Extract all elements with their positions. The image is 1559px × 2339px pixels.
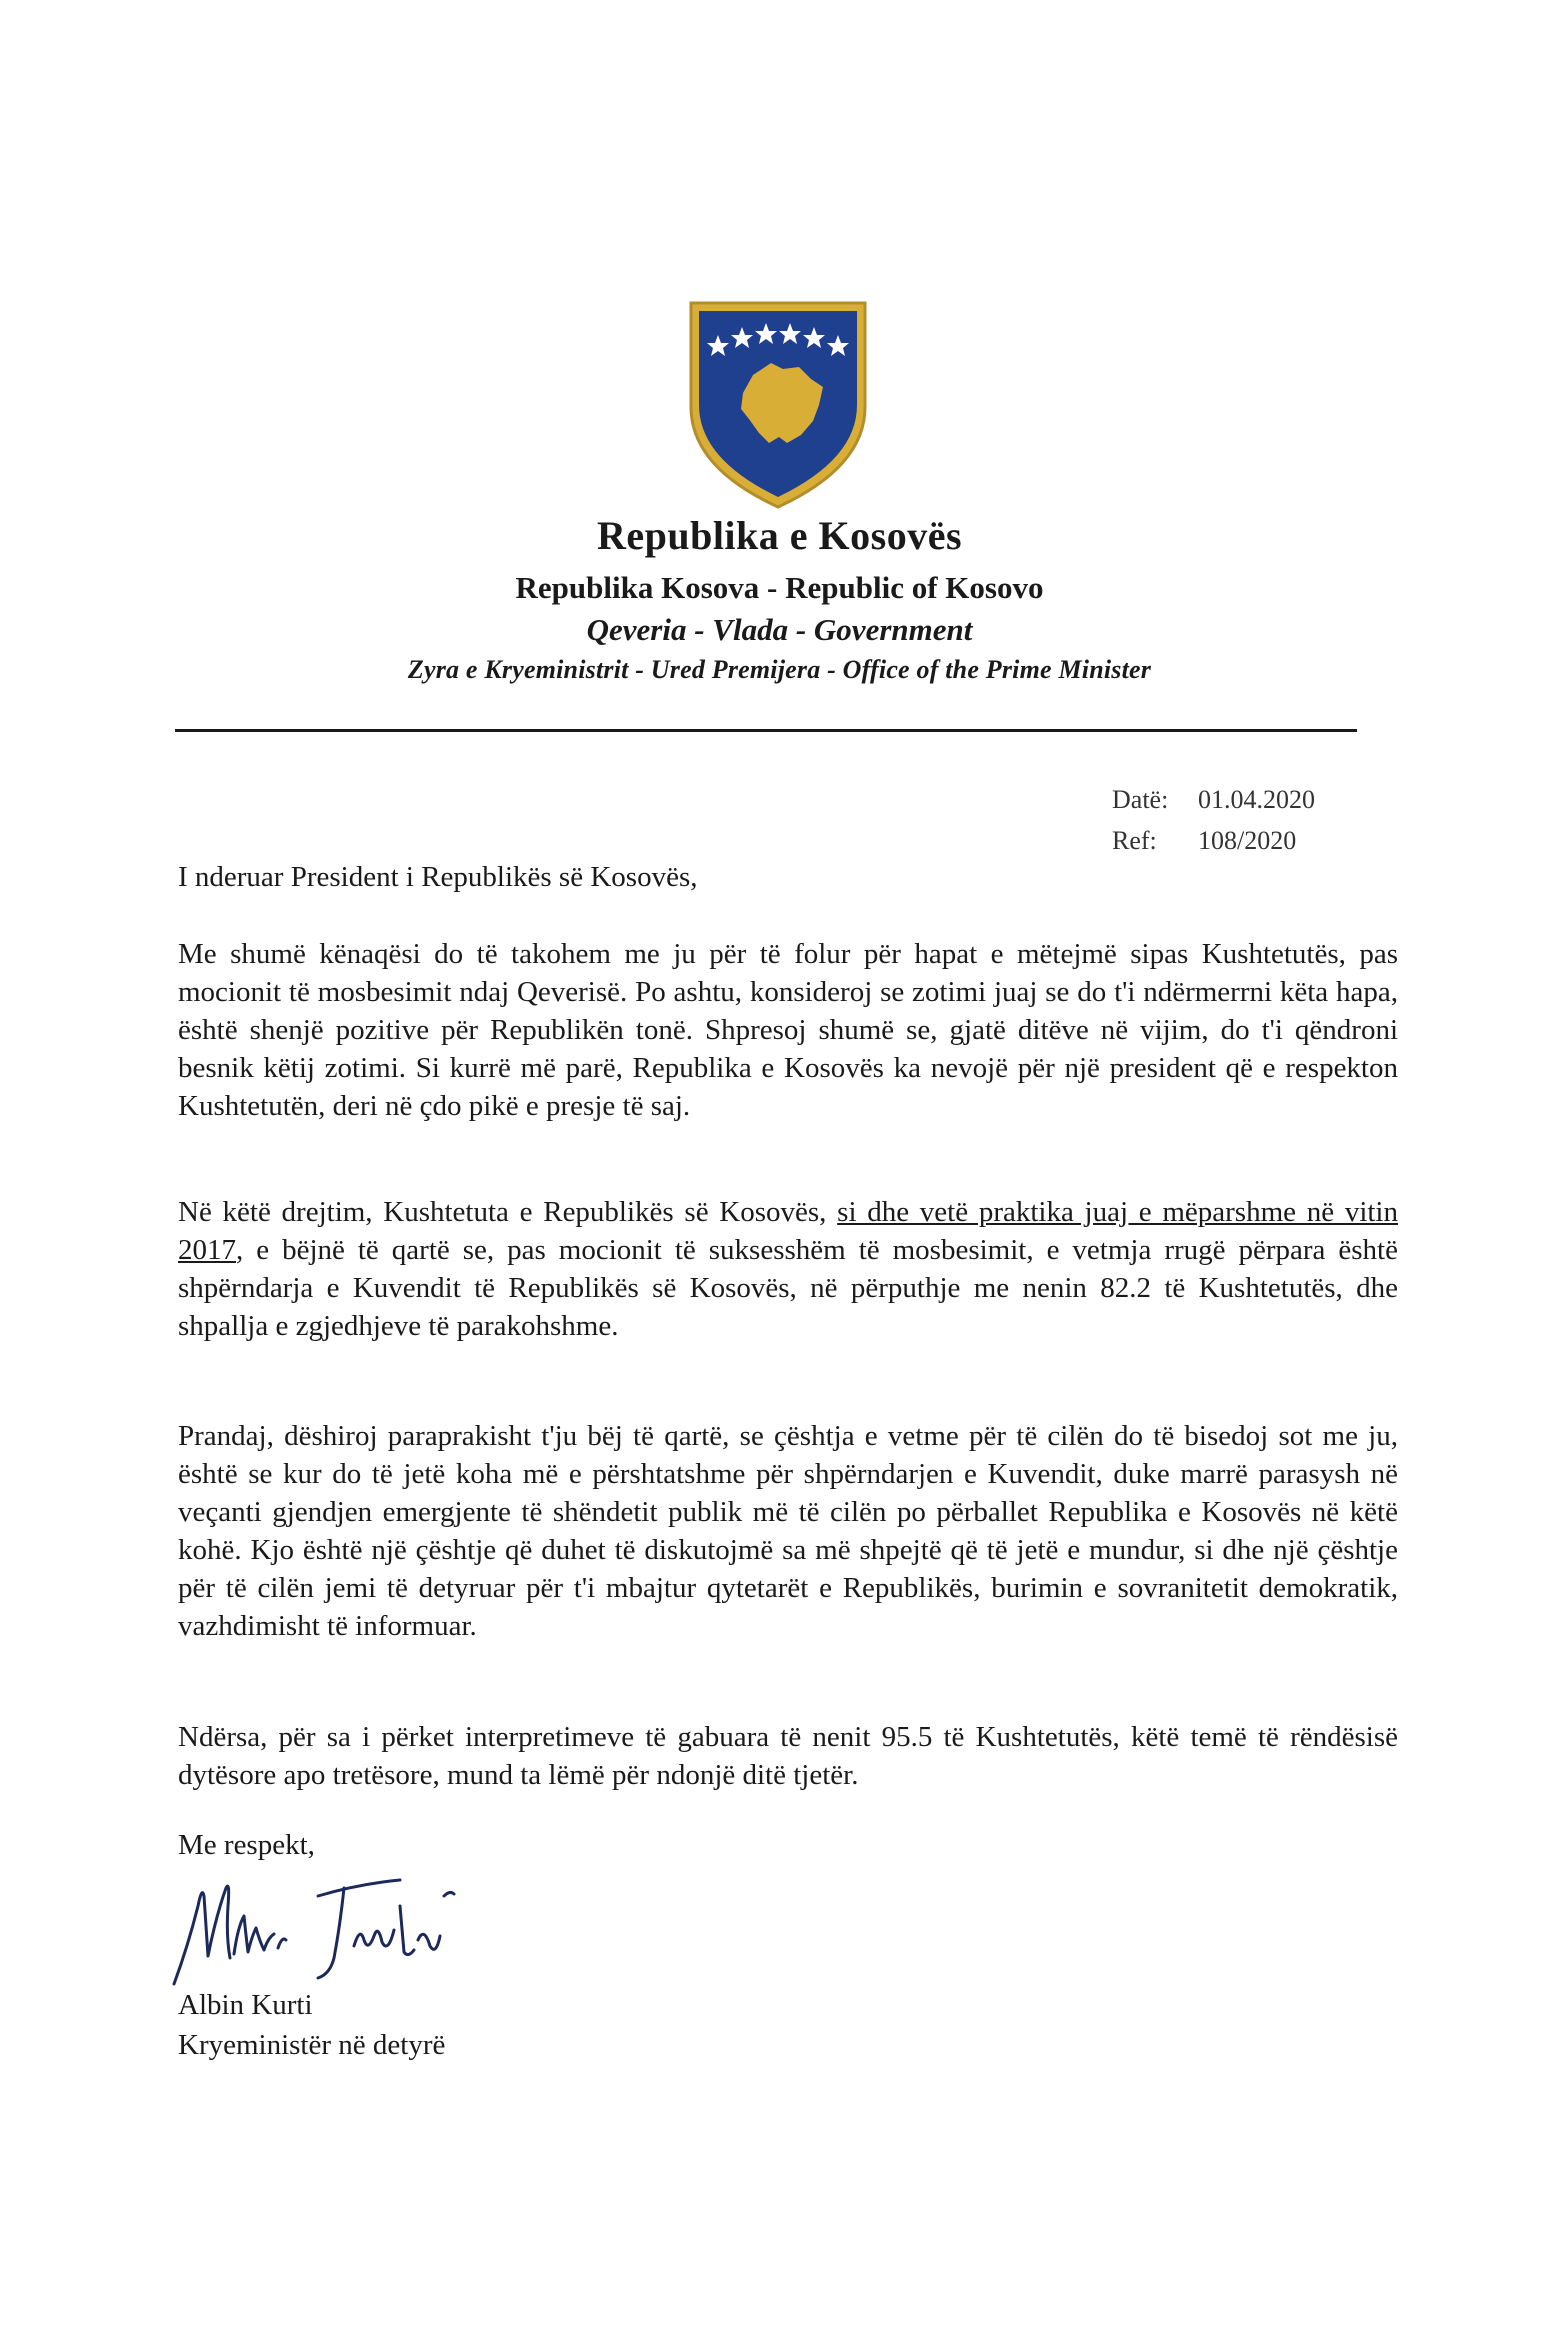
signer-name: Albin Kurti <box>178 1989 313 2021</box>
kosovo-coat-of-arms-icon <box>683 297 873 512</box>
handwritten-signature <box>168 1866 468 1996</box>
closing-phrase: Me respekt, <box>178 1829 315 1861</box>
date-label: Datë: <box>1112 785 1169 814</box>
header-office: Zyra e Kryeministrit - Ured Premijera - Office of the Prime Minister <box>407 655 1152 684</box>
paragraph-2-intro: Në këtë drejtim, Kushtetuta e Republikës së Kosovës, <box>178 1196 838 1228</box>
reference-label: Ref: <box>1112 826 1157 855</box>
header-divider <box>175 729 1357 732</box>
body-paragraph-2 <box>178 1193 1398 1345</box>
date-line <box>1112 785 1315 815</box>
body-paragraph-4: Ndërsa, për sa i përket interpretimeve të gabuara të nenit 95.5 të Kushtetutës, këtë temë të rëndësisë dytësore apo tretësore, mund ta lëmë për ndonjë ditë tjetër. <box>178 1721 1398 1791</box>
signer-title: Kryeministër në detyrë <box>178 2029 446 2061</box>
reference-value: 108/2020 <box>1198 826 1297 855</box>
header-country: Republika e Kosovës <box>596 513 963 558</box>
salutation: I nderuar President i Republikës së Kosovës, <box>178 861 698 893</box>
body-paragraph-1: Me shumë kënaqësi do të takohem me ju për të folur për hapat e mëtejmë sipas Kushtetutës, pas mocionit të mosbesimit ndaj Qeverisë. Po ashtu, konsideroj se zotimi juaj se do t'i ndërmerrni këta hapa, është shenjë pozitive për Republikën tonë. Shpresoj shumë se, gjatë ditëve në vijim, do t'i qëndroni besnik këtij zotimi. Si kurrë më parë, Republika e Kosovës ka nevojë për një president që e respekton Kushtetutën, deri në çdo pikë e presje të saj. <box>178 938 1398 1122</box>
reference-line <box>1112 826 1296 856</box>
paragraph-2-underlined-phrase: si dhe vetë praktika juaj e mëparshme në vitin 2017 <box>178 1196 1398 1266</box>
header-country-translations: Republika Kosova - Republic of Kosovo <box>515 570 1044 605</box>
body-paragraph-3: Prandaj, dëshiroj paraprakisht t'ju bëj të qartë, se çështja e vetme për të cilën do të bisedoj sot me ju, është se kur do të jetë koha më e përshtatshme për shpërndarjen e Kuvendit, duke marrë parasysh në veçanti gjendjen emergjente të shëndetit publik më të cilën po përballet Republika e Kosovës në këtë kohë. Kjo është një çështje që duhet të diskutojmë sa më shpejtë që të jetë e mundur, si dhe një çështje për të cilën jemi të detyruar për t'i mbajtur qytetarët e Republikës, burimin e sovranitetit demokratik, vazhdimisht të informuar. <box>178 1420 1398 1642</box>
date-value: 01.04.2020 <box>1198 785 1315 814</box>
paragraph-2-rest: , e bëjnë të qartë se, pas mocionit të suksesshëm të mosbesimit, e vetmja rrugë përpara është shpërndarja e Kuvendit të Republikës së Kosovës, në përputhje me nenin 82.2 të Kushtetutës, dhe shpallja e zgjedhjeve të parakohshme. <box>178 1234 1398 1342</box>
header-government: Qeveria - Vlada - Government <box>586 612 973 647</box>
